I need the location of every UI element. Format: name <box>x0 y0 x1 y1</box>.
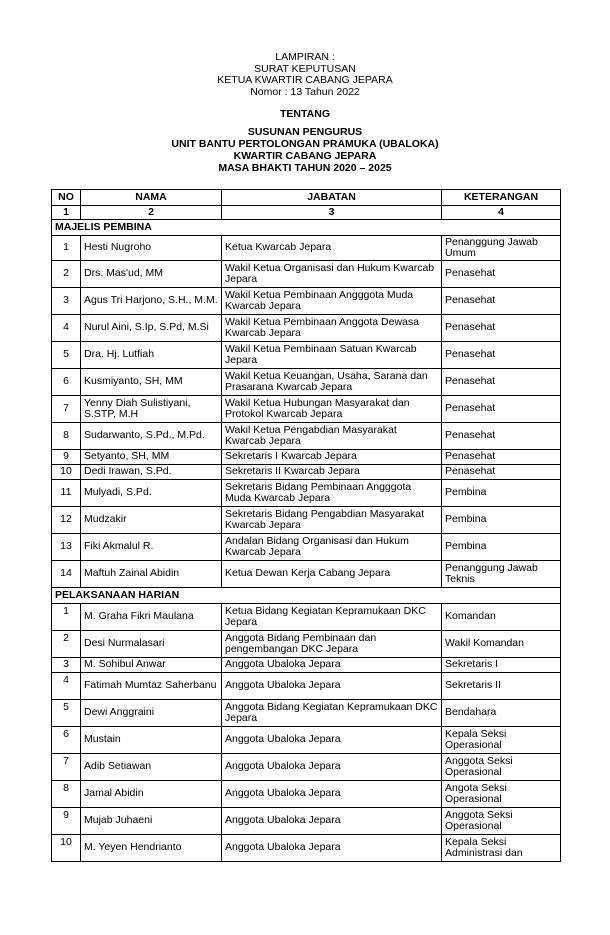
table-header-row <box>52 190 561 206</box>
col-header-jabatan: JABATAN <box>222 190 442 206</box>
ketua-kwartir-label: KETUA KWARTIR CABANG JEPARA <box>217 74 393 86</box>
col-header-nama: NAMA <box>81 190 222 206</box>
cell-nama: Yenny Diah Sulistiyani, S.STP, M.H <box>81 396 222 423</box>
cell-keterangan: Anggota Seksi Operasional <box>442 754 561 781</box>
cell-jabatan: Anggota Ubaloka Jepara <box>222 727 442 754</box>
table-row <box>52 450 561 465</box>
cell-nama: Dra. Hj. Lutfiah <box>81 342 222 369</box>
cell-jabatan: Wakil Ketua Pembinaan Anggota Dewasa Kwarcab Jepara <box>222 315 442 342</box>
nomor-label: Nomor : 13 Tahun 2022 <box>250 85 360 98</box>
cell-jabatan: Anggota Ubaloka Jepara <box>222 808 442 835</box>
table-row <box>52 534 561 561</box>
cell-jabatan: Ketua Dewan Kerja Cabang Jepara <box>222 561 442 588</box>
cell-keterangan: Wakil Komandan <box>442 631 561 658</box>
cell-jabatan: Sekretaris I Kwarcab Jepara <box>222 450 442 465</box>
document-title <box>0 126 610 174</box>
cell-jabatan: Anggota Ubaloka Jepara <box>222 754 442 781</box>
cell-jabatan: Anggota Ubaloka Jepara <box>222 658 442 673</box>
lampiran-header <box>0 52 610 98</box>
cell-jabatan: Anggota Bidang Pembinaan dan pengembangan DKC Jepara <box>222 631 442 658</box>
title-line-4: MASA BHAKTI TAHUN 2020 – 2025 <box>218 162 392 174</box>
title-line-3: KWARTIR CABANG JEPARA <box>233 150 377 162</box>
cell-nama: Fatimah Mumtaz Saherbanu <box>81 673 222 700</box>
cell-no: 7 <box>52 754 81 781</box>
cell-nama: M. Graha Fikri Maulana <box>81 604 222 631</box>
cell-jabatan: Sekretaris Bidang Pengabdian Masyarakat Kwarcab Jepara <box>222 507 442 534</box>
title-line-1: SUSUNAN PENGURUS <box>247 126 363 138</box>
table-row <box>52 369 561 396</box>
cell-keterangan: Angota Seksi Operasional <box>442 781 561 808</box>
cell-no: 7 <box>52 396 81 423</box>
section-label: MAJELIS PEMBINA <box>52 220 561 236</box>
column-number-row <box>52 206 561 220</box>
cell-keterangan: Penasehat <box>442 465 561 480</box>
cell-nama: Kusmiyanto, SH, MM <box>81 369 222 396</box>
cell-no: 4 <box>52 673 81 700</box>
cell-keterangan: Kepala Seksi Operasional <box>442 727 561 754</box>
cell-jabatan: Anggota Ubaloka Jepara <box>222 835 442 862</box>
cell-no: 11 <box>52 480 81 507</box>
cell-nama: Mulyadi, S.Pd. <box>81 480 222 507</box>
cell-no: 3 <box>52 658 81 673</box>
cell-nama: Fiki Akmalul R. <box>81 534 222 561</box>
col-number: 3 <box>222 206 442 220</box>
cell-no: 6 <box>52 727 81 754</box>
table-row <box>52 423 561 450</box>
cell-no: 5 <box>52 700 81 727</box>
table-row <box>52 673 561 700</box>
cell-keterangan: Anggota Seksi Operasional <box>442 808 561 835</box>
cell-nama: Desi Nurmalasari <box>81 631 222 658</box>
cell-keterangan: Pembina <box>442 534 561 561</box>
section-row <box>52 220 561 236</box>
cell-no: 8 <box>52 781 81 808</box>
cell-no: 13 <box>52 534 81 561</box>
cell-keterangan: Penasehat <box>442 288 561 315</box>
cell-keterangan: Sekretaris I <box>442 658 561 673</box>
cell-nama: Mujab Juhaeni <box>81 808 222 835</box>
cell-jabatan: Ketua Kwarcab Jepara <box>222 236 442 261</box>
cell-jabatan: Sekretaris II Kwarcab Jepara <box>222 465 442 480</box>
cell-jabatan: Anggota Ubaloka Jepara <box>222 673 442 700</box>
cell-jabatan: Sekretaris Bidang Pembinaan Angggota Muda Kwarcab Jepara <box>222 480 442 507</box>
table-row <box>52 561 561 588</box>
lampiran-label: LAMPIRAN : <box>275 51 335 63</box>
table-row <box>52 727 561 754</box>
cell-no: 4 <box>52 315 81 342</box>
cell-nama: Jamal Abidin <box>81 781 222 808</box>
table-row <box>52 315 561 342</box>
cell-keterangan: Penanggung Jawab Umum <box>442 236 561 261</box>
cell-jabatan: Wakil Ketua Hubungan Masyarakat dan Protokol Kwarcab Jepara <box>222 396 442 423</box>
cell-nama: Hesti Nugroho <box>81 236 222 261</box>
cell-no: 2 <box>52 261 81 288</box>
cell-keterangan: Penasehat <box>442 342 561 369</box>
cell-jabatan: Ketua Bidang Kegiatan Kepramukaan DKC Jepara <box>222 604 442 631</box>
cell-no: 8 <box>52 423 81 450</box>
cell-nama: Setyanto, SH, MM <box>81 450 222 465</box>
cell-keterangan: Penasehat <box>442 315 561 342</box>
cell-nama: Mudzakir <box>81 507 222 534</box>
cell-no: 14 <box>52 561 81 588</box>
cell-nama: Maftuh Zainal Abidin <box>81 561 222 588</box>
table-row <box>52 288 561 315</box>
table-row <box>52 754 561 781</box>
section-label: PELAKSANAAN HARIAN <box>52 588 561 604</box>
cell-nama: Drs. Mas'ud, MM <box>81 261 222 288</box>
cell-no: 10 <box>52 465 81 480</box>
table-row <box>52 396 561 423</box>
col-number: 1 <box>52 206 81 220</box>
cell-keterangan: Komandan <box>442 604 561 631</box>
table-row <box>52 781 561 808</box>
pengurus-table <box>51 189 561 862</box>
cell-keterangan: Penasehat <box>442 261 561 288</box>
cell-keterangan: Penasehat <box>442 423 561 450</box>
table-row <box>52 261 561 288</box>
col-number: 4 <box>442 206 561 220</box>
cell-no: 9 <box>52 808 81 835</box>
cell-no: 6 <box>52 369 81 396</box>
cell-nama: Dedi Irawan, S.Pd. <box>81 465 222 480</box>
title-line-2: UNIT BANTU PERTOLONGAN PRAMUKA (UBALOKA) <box>171 138 439 150</box>
cell-no: 12 <box>52 507 81 534</box>
cell-keterangan: Kepala Seksi Administrasi dan <box>442 835 561 862</box>
cell-keterangan: Sekretaris II <box>442 673 561 700</box>
cell-no: 10 <box>52 835 81 862</box>
cell-keterangan: Penasehat <box>442 450 561 465</box>
table-row <box>52 658 561 673</box>
cell-nama: Adib Setiawan <box>81 754 222 781</box>
surat-keputusan-label: SURAT KEPUTUSAN <box>254 62 356 75</box>
table-row <box>52 808 561 835</box>
cell-jabatan: Anggota Ubaloka Jepara <box>222 781 442 808</box>
cell-nama: M. Yeyen Hendrianto <box>81 835 222 862</box>
tentang-heading: TENTANG <box>280 108 330 120</box>
cell-keterangan: Pembina <box>442 507 561 534</box>
table-row <box>52 465 561 480</box>
cell-no: 2 <box>52 631 81 658</box>
table-row <box>52 480 561 507</box>
cell-jabatan: Andalan Bidang Organisasi dan Hukum Kwarcab Jepara <box>222 534 442 561</box>
cell-keterangan: Penasehat <box>442 396 561 423</box>
table-row <box>52 700 561 727</box>
cell-keterangan: Pembina <box>442 480 561 507</box>
col-number: 2 <box>81 206 222 220</box>
cell-nama: Sudarwanto, S.Pd., M.Pd. <box>81 423 222 450</box>
cell-keterangan: Bendahara <box>442 700 561 727</box>
section-row <box>52 588 561 604</box>
cell-no: 9 <box>52 450 81 465</box>
cell-nama: Dewi Anggraini <box>81 700 222 727</box>
table-row <box>52 604 561 631</box>
cell-keterangan: Penanggung Jawab Teknis <box>442 561 561 588</box>
cell-jabatan: Wakil Ketua Pengabdian Masyarakat Kwarcab Jepara <box>222 423 442 450</box>
table-row <box>52 631 561 658</box>
col-header-keterangan: KETERANGAN <box>442 190 561 206</box>
cell-nama: Mustain <box>81 727 222 754</box>
cell-jabatan: Wakil Ketua Organisasi dan Hukum Kwarcab Jepara <box>222 261 442 288</box>
cell-no: 1 <box>52 604 81 631</box>
cell-nama: Nurul Aini, S.Ip, S.Pd, M.Si <box>81 315 222 342</box>
cell-jabatan: Wakil Ketua Pembinaan Satuan Kwarcab Jepara <box>222 342 442 369</box>
col-header-no: NO <box>52 190 81 206</box>
table-row <box>52 236 561 261</box>
cell-no: 3 <box>52 288 81 315</box>
cell-nama: M. Sohibul Anwar <box>81 658 222 673</box>
cell-jabatan: Wakil Ketua Keuangan, Usaha, Sarana dan Prasarana Kwarcab Jepara <box>222 369 442 396</box>
cell-no: 1 <box>52 236 81 261</box>
cell-jabatan: Anggota Bidang Kegiatan Kepramukaan DKC Jepara <box>222 700 442 727</box>
cell-nama: Agus Tri Harjono, S.H., M.M. <box>81 288 222 315</box>
cell-jabatan: Wakil Ketua Pembinaan Angggota Muda Kwarcab Jepara <box>222 288 442 315</box>
table-row <box>52 507 561 534</box>
cell-keterangan: Penasehat <box>442 369 561 396</box>
cell-no: 5 <box>52 342 81 369</box>
table-row <box>52 835 561 862</box>
table-row <box>52 342 561 369</box>
